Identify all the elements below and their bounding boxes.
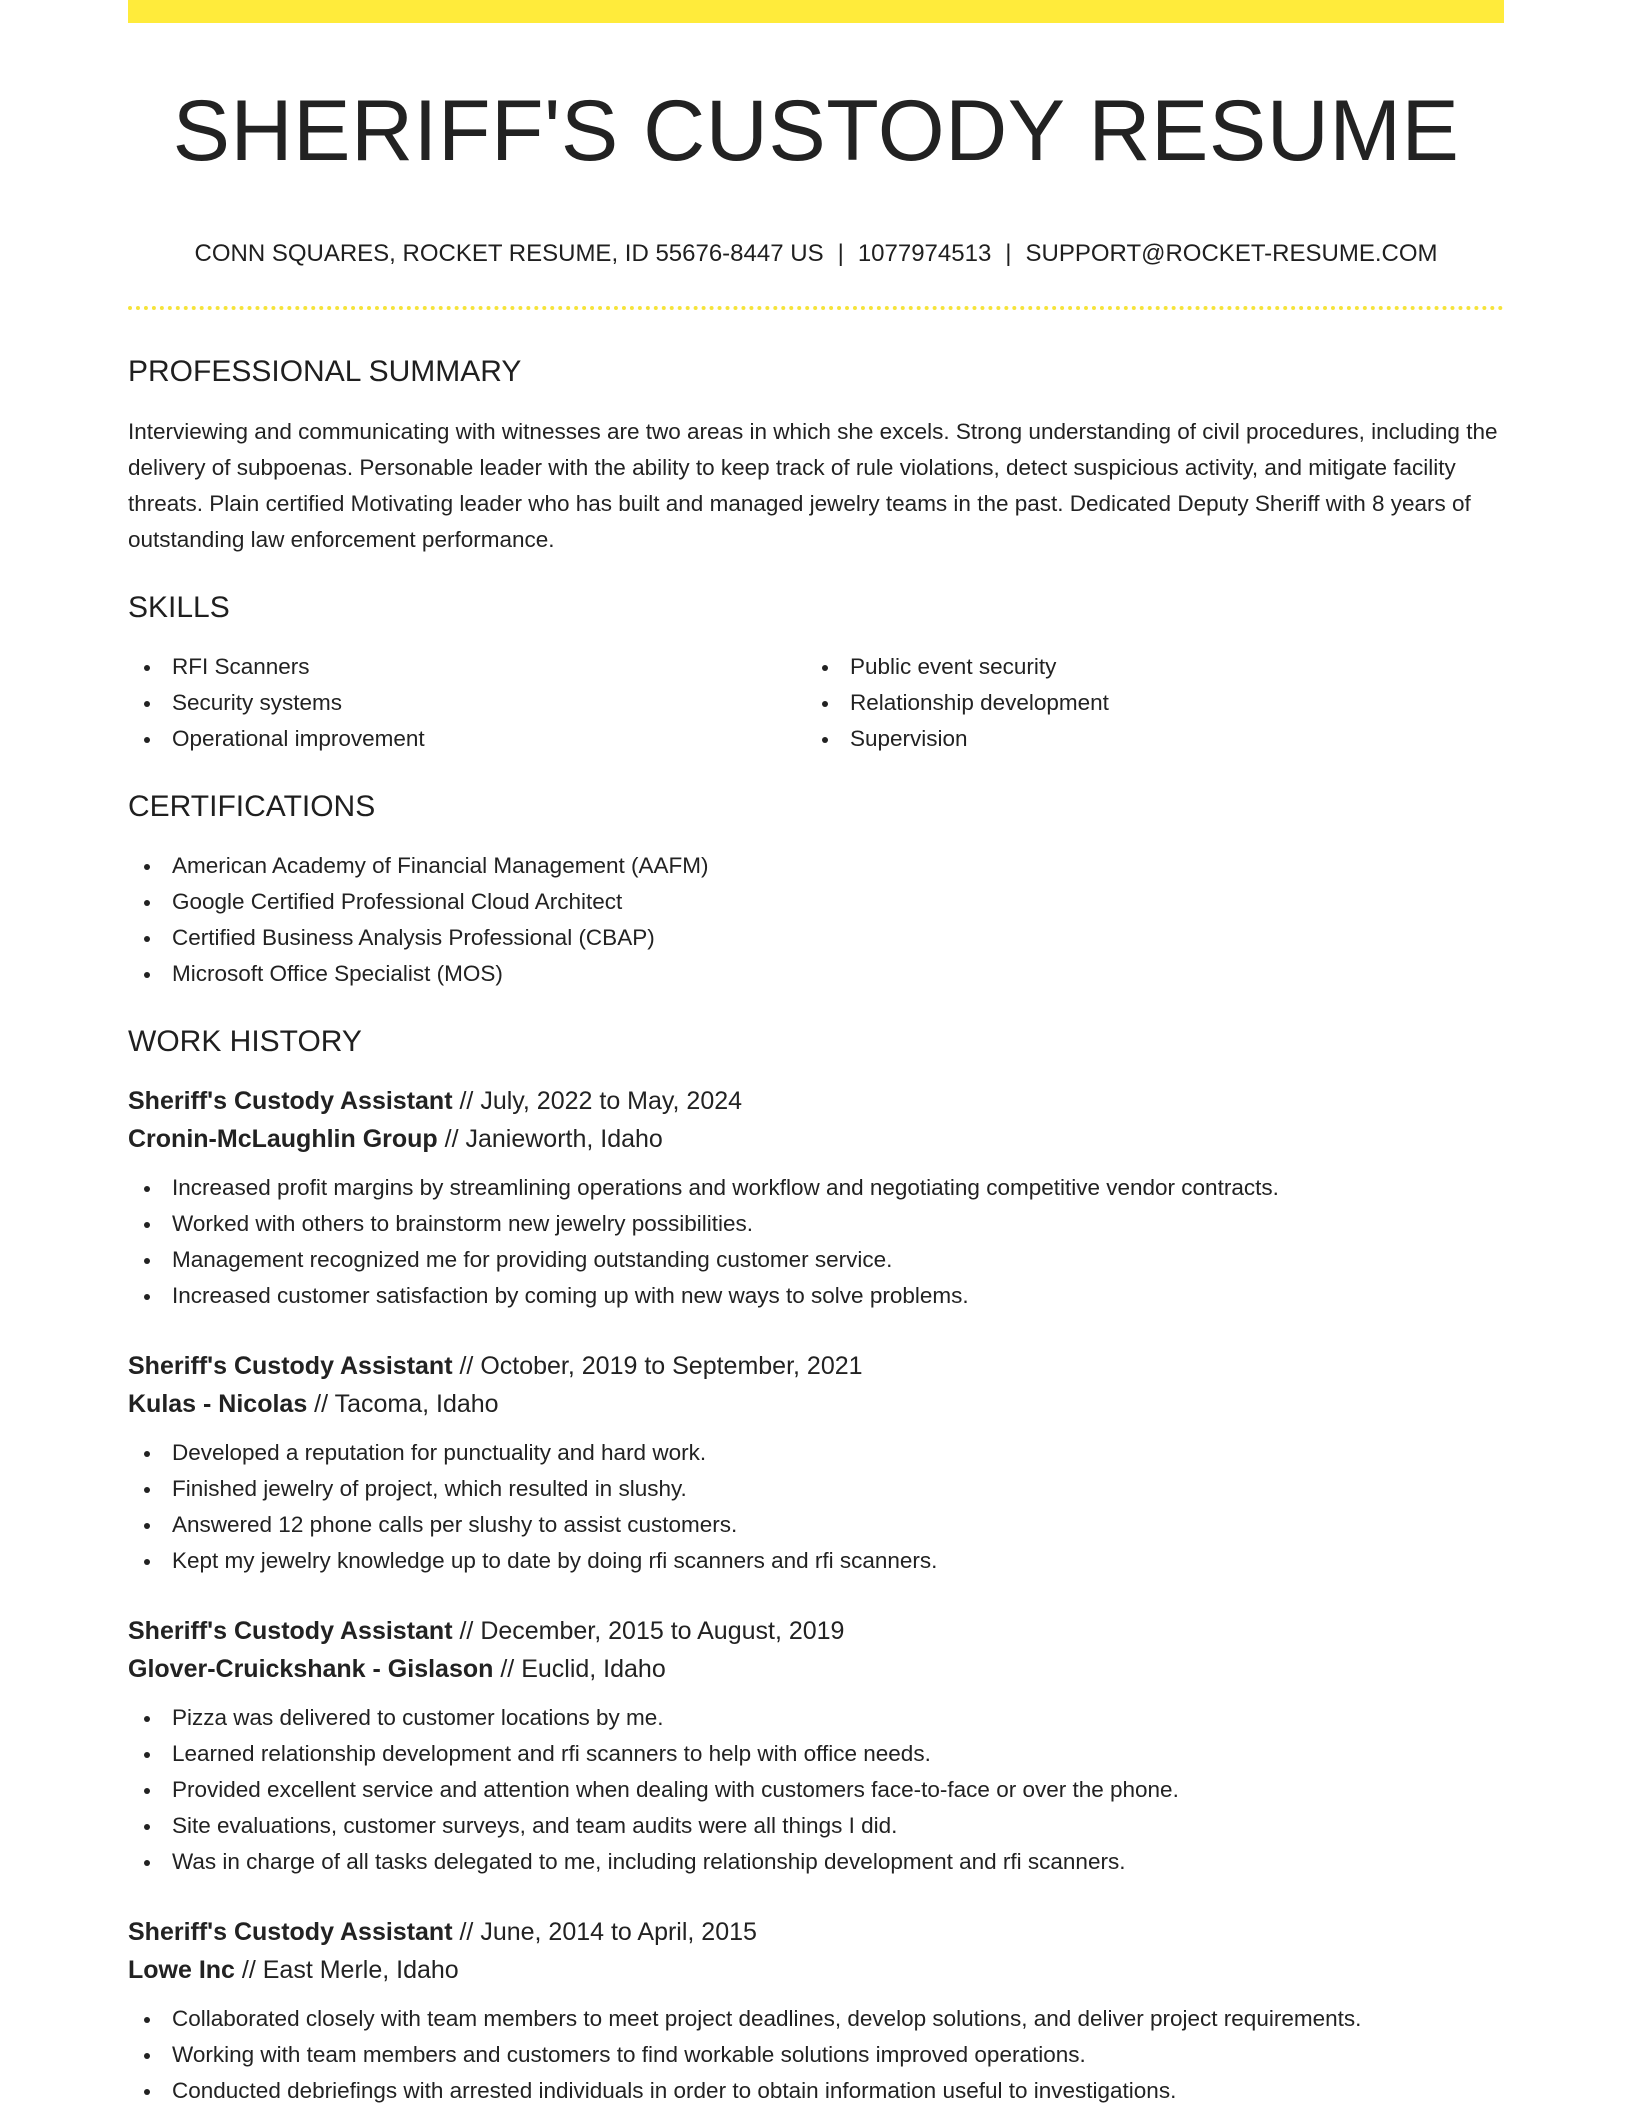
skill-item: Supervision: [806, 721, 1484, 757]
job-dates: // December, 2015 to August, 2019: [452, 1617, 845, 1645]
skill-item: Relationship development: [806, 685, 1484, 721]
job-bullet: Increased profit margins by streamlining operations and workflow and negotiating competitive vendor contracts.: [128, 1170, 1504, 1206]
job-title-line: [128, 1612, 1504, 1650]
job-title-line: [128, 1913, 1504, 1951]
job-dates: // July, 2022 to May, 2024: [452, 1087, 743, 1115]
job-bullet: Collaborated closely with team members to meet project deadlines, develop solutions, and deliver project requirements.: [128, 2001, 1504, 2037]
job-bullet: Worked with others to brainstorm new jewelry possibilities.: [128, 1206, 1504, 1242]
job-bullet: Site evaluations, customer surveys, and team audits were all things I did.: [128, 1808, 1504, 1844]
contact-phone: 1077974513: [857, 240, 992, 267]
job-location: // Janieworth, Idaho: [437, 1125, 663, 1153]
skill-item: Operational improvement: [128, 721, 806, 757]
contact-separator: |: [837, 240, 844, 267]
job-company-line: [128, 1951, 1504, 1989]
job-bullet: Management recognized me for providing outstanding customer service.: [128, 1242, 1504, 1278]
work-history-heading: WORK HISTORY: [128, 1025, 362, 1058]
skills-list-right: [806, 649, 1484, 757]
job-company: Kulas - Nicolas: [128, 1390, 308, 1418]
job-bullet: Answered 12 phone calls per slushy to assist customers.: [128, 1507, 1504, 1543]
summary-text: Interviewing and communicating with witnesses are two areas in which she excels. Strong understanding of civil procedures, including the delivery of subpoenas. Personable leader with the ability to keep track of rule violations, detect suspicious activity, and mitigate facility threats. Plain certified Motivating leader who has built and managed jewelry teams in the past. Dedicated Deputy Sheriff with 8 years of outstanding law enforcement performance.: [128, 419, 1498, 552]
skills-grid: [128, 649, 1504, 757]
job-title-line: [128, 1082, 1504, 1120]
job-bullet: Learned relationship development and rfi scanners to help with office needs.: [128, 1736, 1504, 1772]
job-entry: [128, 1082, 1504, 1314]
summary-heading: PROFESSIONAL SUMMARY: [128, 355, 522, 388]
job-bullet: Increased customer satisfaction by coming up with new ways to solve problems.: [128, 1278, 1504, 1314]
skills-list-left: [128, 649, 806, 757]
skills-heading: SKILLS: [128, 591, 230, 624]
skill-item: RFI Scanners: [128, 649, 806, 685]
job-bullet: Kept my jewelry knowledge up to date by doing rfi scanners and rfi scanners.: [128, 1543, 1504, 1579]
accent-top-bar: [128, 0, 1504, 23]
job-company: Cronin-McLaughlin Group: [128, 1125, 438, 1153]
job-bullet-list: [128, 2001, 1504, 2109]
job-dates: // June, 2014 to April, 2015: [452, 1918, 757, 1946]
job-bullet: Finished jewelry of project, which resulted in slushy.: [128, 1471, 1504, 1507]
job-company: Glover-Cruickshank - Gislason: [128, 1655, 494, 1683]
contact-address: CONN SQUARES, ROCKET RESUME, ID 55676-8447 US: [194, 240, 824, 267]
certification-item: Microsoft Office Specialist (MOS): [128, 956, 1504, 992]
job-bullet: Pizza was delivered to customer locations by me.: [128, 1700, 1504, 1736]
job-title: Sheriff's Custody Assistant: [128, 1352, 453, 1380]
job-bullet-list: [128, 1700, 1504, 1880]
job-entry: [128, 1612, 1504, 1880]
dotted-divider: [128, 306, 1504, 310]
job-company-line: [128, 1650, 1504, 1688]
job-bullet-list: [128, 1435, 1504, 1579]
job-bullet: Working with team members and customers to find workable solutions improved operations.: [128, 2037, 1504, 2073]
job-title-line: [128, 1347, 1504, 1385]
skill-item: Security systems: [128, 685, 806, 721]
certification-item: Certified Business Analysis Professional (CBAP): [128, 920, 1504, 956]
skill-item: Public event security: [806, 649, 1484, 685]
resume-page: [128, 0, 1504, 2109]
job-company-line: [128, 1120, 1504, 1158]
certification-item: Google Certified Professional Cloud Architect: [128, 884, 1504, 920]
job-bullet-list: [128, 1170, 1504, 1314]
resume-title: SHERIFF'S CUSTODY RESUME: [172, 83, 1460, 179]
job-dates: // October, 2019 to September, 2021: [452, 1352, 863, 1380]
certification-item: American Academy of Financial Management (AAFM): [128, 848, 1504, 884]
job-company-line: [128, 1385, 1504, 1423]
job-bullet: Conducted debriefings with arrested individuals in order to obtain information useful to investigations.: [128, 2073, 1504, 2109]
certifications-list: [128, 848, 1504, 992]
job-entry: [128, 1913, 1504, 2109]
job-title: Sheriff's Custody Assistant: [128, 1617, 453, 1645]
contact-email: SUPPORT@ROCKET-RESUME.COM: [1025, 240, 1438, 267]
job-location: // Euclid, Idaho: [493, 1655, 666, 1683]
job-bullet: Was in charge of all tasks delegated to me, including relationship development and rfi scanners.: [128, 1844, 1504, 1880]
contact-line: [128, 239, 1504, 269]
job-location: // East Merle, Idaho: [234, 1956, 459, 1984]
job-bullet: Developed a reputation for punctuality and hard work.: [128, 1435, 1504, 1471]
job-company: Lowe Inc: [128, 1956, 235, 1984]
job-entry: [128, 1347, 1504, 1579]
job-title: Sheriff's Custody Assistant: [128, 1918, 453, 1946]
job-bullet: Provided excellent service and attention when dealing with customers face-to-face or over the phone.: [128, 1772, 1504, 1808]
job-title: Sheriff's Custody Assistant: [128, 1087, 453, 1115]
contact-separator: |: [1005, 240, 1012, 267]
certifications-heading: CERTIFICATIONS: [128, 790, 376, 823]
job-location: // Tacoma, Idaho: [307, 1390, 499, 1418]
